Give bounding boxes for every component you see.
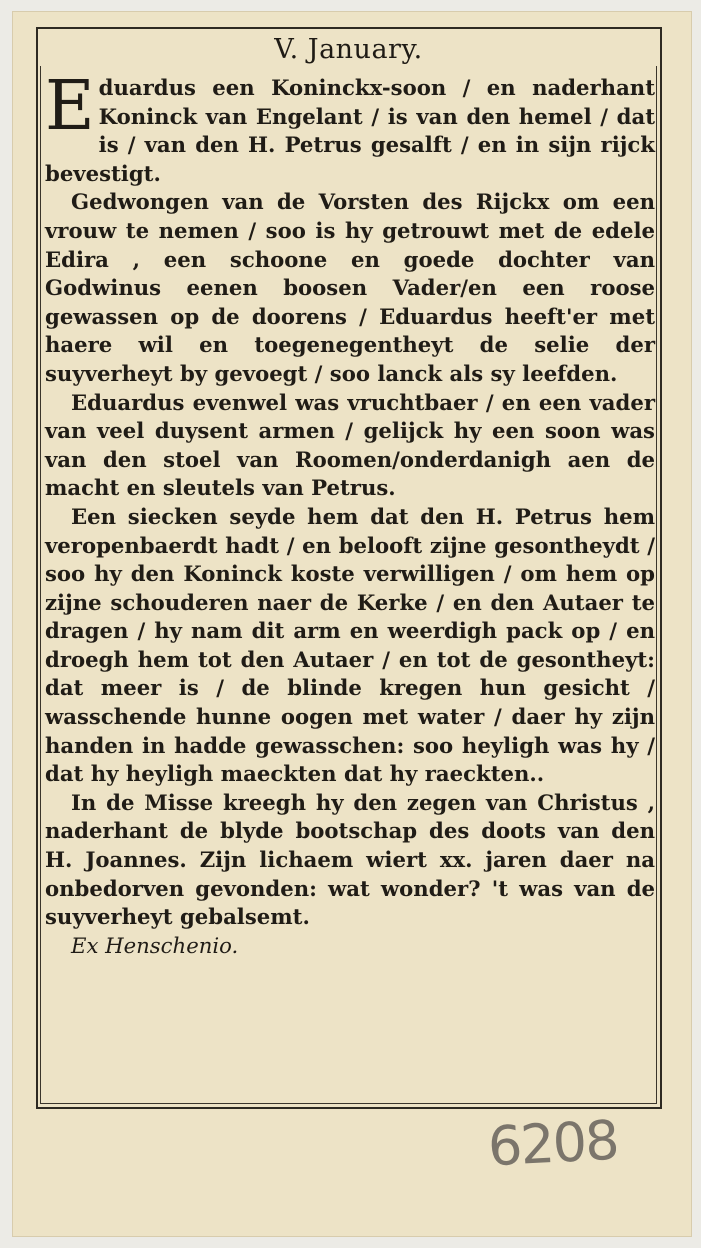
- body-text: [45, 67, 655, 960]
- paragraph-3: Eduardus evenwel was vruchtbaer / en een vader van veel duysent armen / gelijck hy een soon was van den stoel van Roomen/onderdanigh aen de macht en sleutels van Petrus.: [45, 389, 655, 501]
- handwritten-number: 6208: [486, 1108, 619, 1179]
- paragraph-1: Eduardus een Koninckx-soon / en naderhant Koninck van Engelant / is van den hemel / dat is / van den H. Petrus gesalft / en in sijn rijck bevestigt.: [45, 67, 655, 186]
- paragraph-4: Een siecken seyde hem dat den H. Petrus hem veropenbaerdt hadt / en belooft zijne gesontheydt / soo hy den Koninck koste verwilligen / om hem op zijne schouderen naer de Kerke / en den Autaer te dragen / hy nam dit arm en weerdigh pack op / en droegh hem tot den Autaer / en tot de gesontheyt: dat meer is / de blinde kregen hun gesicht / wasschende hunne oogen met water / daer hy zijn handen in hadde gewasschen: soo heyligh was hy / dat hy heyligh maeckten dat hy raeckten..: [45, 503, 655, 787]
- paragraph-5: In de Misse kreegh hy den zegen van Christus , naderhant de blyde bootschap des doots van den H. Joannes. Zijn lichaem wiert xx. jaren daer na onbedorven gevonden: wat wonder? 't was van de suyverheyt gebalsemt.: [45, 789, 655, 930]
- page-heading: V. January.: [274, 34, 423, 65]
- paragraph-2: Gedwongen van de Vorsten des Rijckx om een vrouw te nemen / soo is hy getrouwt met de edele Edira , een schoone en goede dochter van Godwinus eenen boosen Vader/en een roose gewassen op de doorens / Eduardus heeft'er met haere wil en toegenegentheyt de selie der suyverheyt by gevoegt / soo lanck als sy leefden.: [45, 189, 655, 386]
- source-citation: Ex Henschenio.: [71, 932, 239, 958]
